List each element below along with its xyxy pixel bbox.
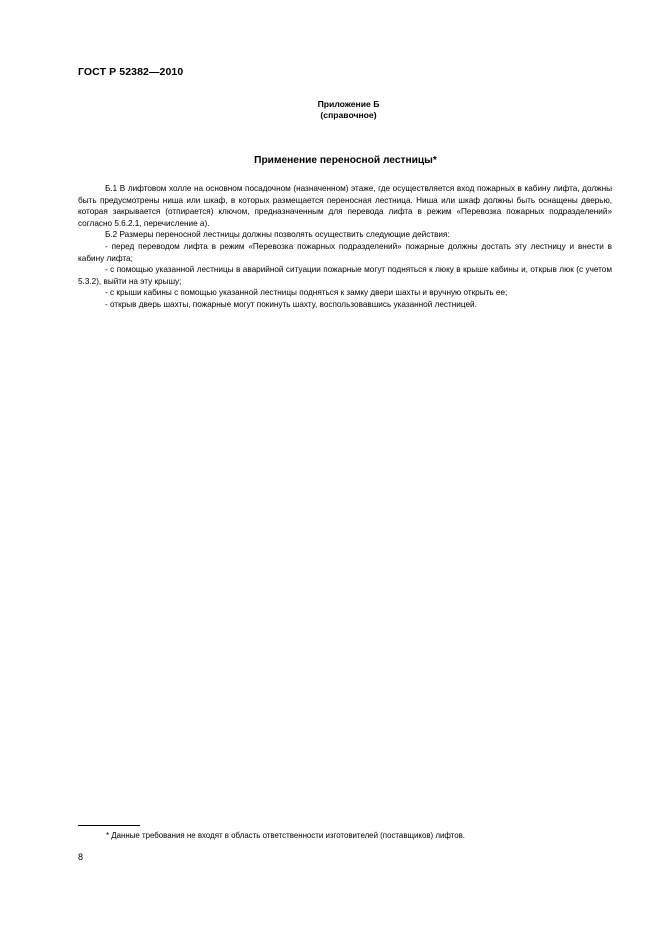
section-title: Применение переносной лестницы*: [254, 155, 437, 166]
annex-title: Приложение Б: [317, 99, 380, 109]
document-body: [78, 183, 612, 311]
annex-type: (справочное): [320, 110, 377, 120]
list-item: - перед переводом лифта в режим «Перевозка пожарных подразделений» пожарные должны достать эту лестницу и внести в кабину лифта;: [78, 241, 612, 263]
page-number: 8: [78, 852, 84, 862]
section-title-wrapper: [0, 155, 661, 166]
paragraph-b2: Б.2 Размеры переносной лестницы должны позволять осуществить следующие действия:: [105, 230, 450, 240]
document-header: ГОСТ Р 52382—2010: [78, 66, 184, 78]
footnote: * Данные требования не входят в область ответственности изготовителей (поставщиков) лифтов.: [106, 831, 465, 840]
list-item: - с помощью указанной лестницы в аварийной ситуации пожарные могут подняться к люку в крыше кабины и, открыв люк (с учетом 5.3.2), выйти на эту крышу;: [78, 265, 612, 286]
paragraph-b1: Б.1 В лифтовом холле на основном посадочном (назначенном) этаже, где осуществляется вход пожарных в кабину лифта, должны быть предусмотрены ниша или шкаф, в которых размещается переносная лестница. Ниша или шкаф должны быть оснащены дверью, которая закрывается (отпирается) ключом, предназначенным для перевода лифта в режим «Перевозка пожарных подразделений» согласно 5.6.2.1, перечисление а).: [78, 184, 612, 228]
list-item: - открыв дверь шахты, пожарные могут покинуть шахту, воспользовавшись указанной лестницей.: [105, 299, 477, 309]
footnote-divider: [78, 825, 140, 826]
list-item: - с крыши кабины с помощью указанной лестницы подняться к замку двери шахты и вручную открыть ее;: [105, 288, 508, 298]
annex-heading: [0, 99, 661, 121]
